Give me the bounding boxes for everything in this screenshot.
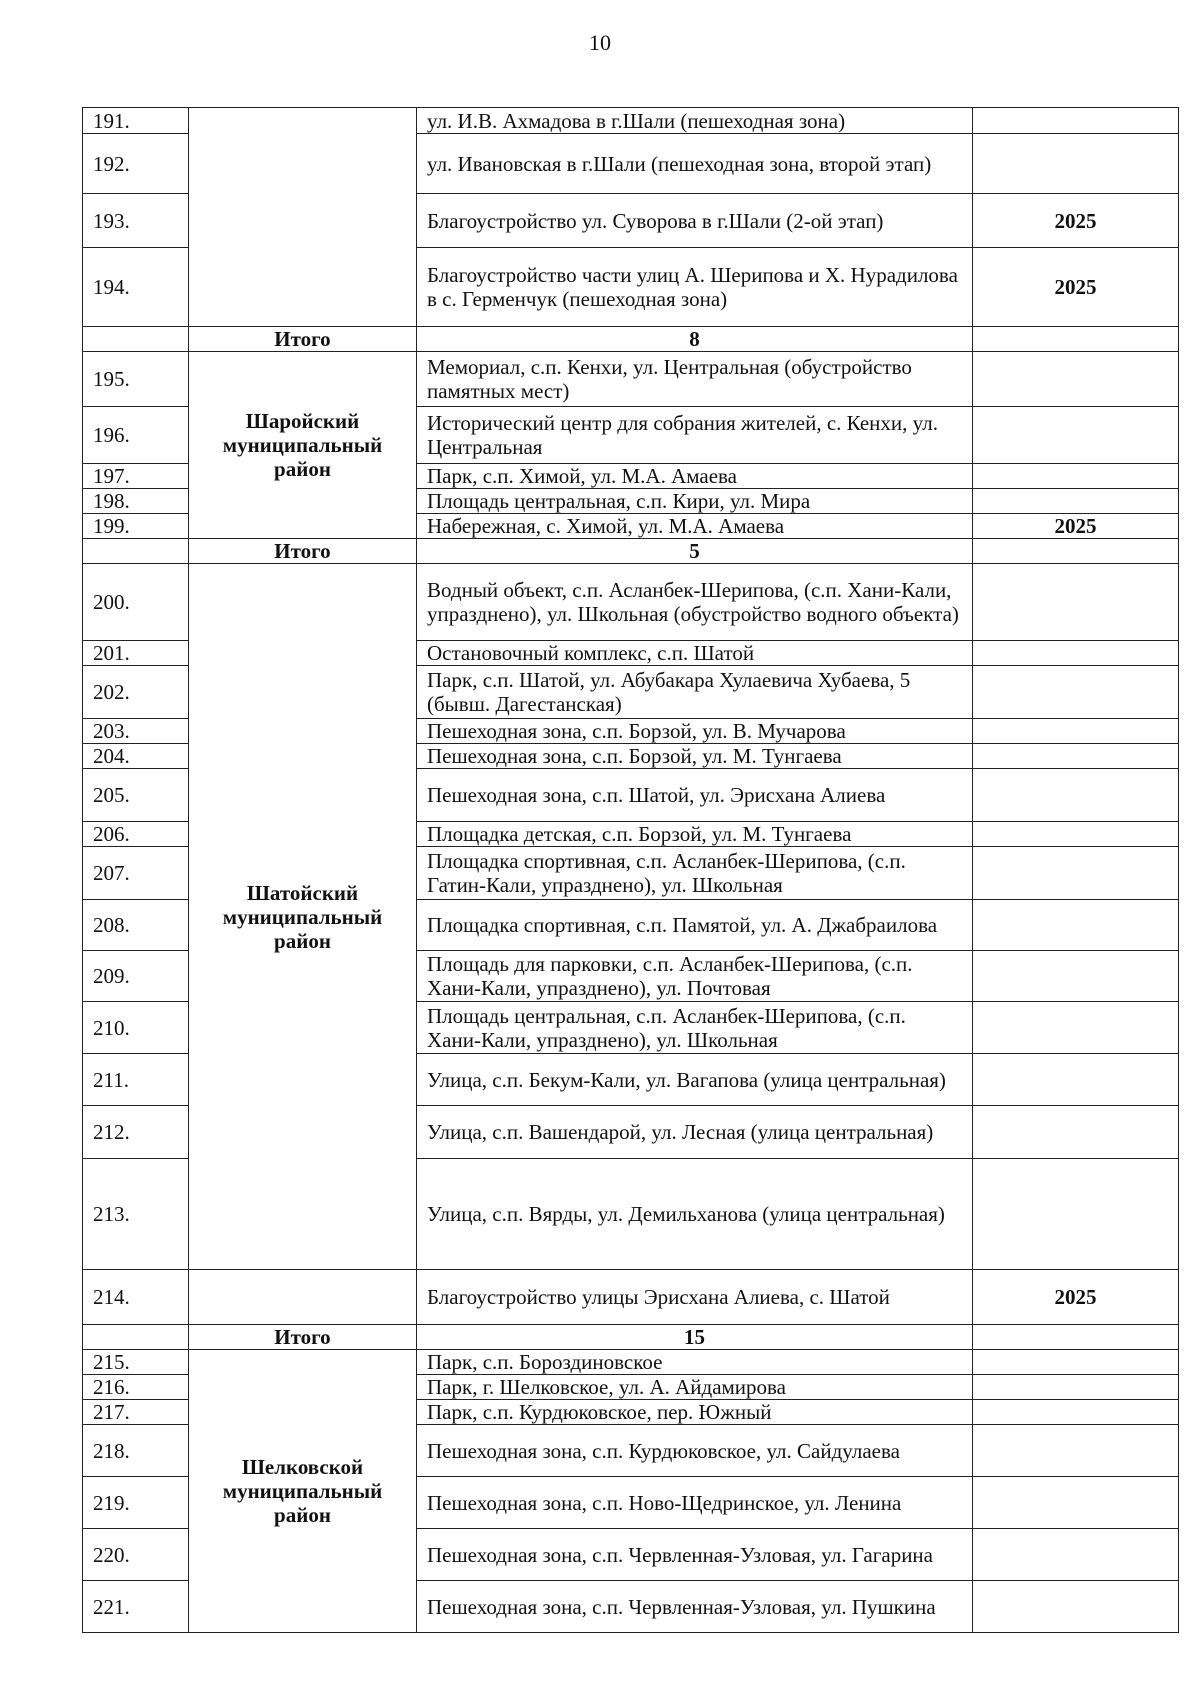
year-value — [973, 407, 1179, 464]
object-name: Благоустройство части улиц А. Шерипова и Х. Нурадилова в с. Герменчук (пешеходная зона) — [417, 248, 973, 327]
row-number: 207. — [83, 847, 189, 900]
object-name: Пешеходная зона, с.п. Курдюковское, ул. Сайдулаева — [417, 1425, 973, 1477]
object-name: Пешеходная зона, с.п. Ново-Щедринское, ул. Ленина — [417, 1477, 973, 1529]
total-row — [83, 1325, 1179, 1350]
row-number: 200. — [83, 564, 189, 641]
row-number: 198. — [83, 489, 189, 514]
object-name: Исторический центр для собрания жителей, с. Кенхи, ул. Центральная — [417, 407, 973, 464]
object-name: Пешеходная зона, с.п. Борзой, ул. М. Тунгаева — [417, 744, 973, 769]
object-name: Парк, с.п. Химой, ул. М.А. Амаева — [417, 464, 973, 489]
object-name: Площадка детская, с.п. Борзой, ул. М. Тунгаева — [417, 822, 973, 847]
district-name: Шатойский муниципальный район — [189, 564, 417, 1270]
object-name: Благоустройство улицы Эрисхана Алиева, с. Шатой — [417, 1270, 973, 1325]
object-name: Площадка спортивная, с.п. Асланбек-Шерипова, (с.п. Гатин-Кали, упразднено), ул. Школьная — [417, 847, 973, 900]
total-year-cell — [973, 1325, 1179, 1350]
total-row — [83, 327, 1179, 352]
total-label: Итого — [189, 1325, 417, 1350]
row-number: 205. — [83, 769, 189, 822]
row-number: 192. — [83, 134, 189, 194]
object-name: Парк, с.п. Бороздиновское — [417, 1350, 973, 1375]
row-number: 201. — [83, 641, 189, 666]
row-number: 202. — [83, 666, 189, 719]
total-empty-cell — [83, 1325, 189, 1350]
year-value — [973, 822, 1179, 847]
year-value — [973, 719, 1179, 744]
year-value — [973, 1477, 1179, 1529]
year-value — [973, 564, 1179, 641]
object-name: Парк, с.п. Курдюковское, пер. Южный — [417, 1400, 973, 1425]
year-value — [973, 1106, 1179, 1159]
object-name: Пешеходная зона, с.п. Червленная-Узловая, ул. Пушкина — [417, 1581, 973, 1633]
district-name: Шаройский муниципальный район — [189, 352, 417, 539]
row-number: 206. — [83, 822, 189, 847]
object-name: Мемориал, с.п. Кенхи, ул. Центральная (обустройство памятных мест) — [417, 352, 973, 407]
object-name: Парк, г. Шелковское, ул. А. Айдамирова — [417, 1375, 973, 1400]
row-number: 203. — [83, 719, 189, 744]
year-value — [973, 1375, 1179, 1400]
object-name: Улица, с.п. Бекум-Кали, ул. Вагапова (улица центральная) — [417, 1054, 973, 1106]
table-row — [83, 108, 1179, 134]
object-name: Улица, с.п. Вярды, ул. Демильханова (улица центральная) — [417, 1159, 973, 1270]
object-name: Площадь для парковки, с.п. Асланбек-Шерипова, (с.п. Хани-Кали, упразднено), ул. Почтовая — [417, 951, 973, 1002]
row-number: 213. — [83, 1159, 189, 1270]
registry-table — [82, 107, 1179, 1633]
total-row — [83, 539, 1179, 564]
row-number: 199. — [83, 514, 189, 539]
row-number: 219. — [83, 1477, 189, 1529]
object-name: Пешеходная зона, с.п. Шатой, ул. Эрисхана Алиева — [417, 769, 973, 822]
registry-table-body — [83, 108, 1179, 1633]
row-number: 196. — [83, 407, 189, 464]
year-value — [973, 1002, 1179, 1054]
year-value — [973, 134, 1179, 194]
year-value — [973, 1159, 1179, 1270]
district-name — [189, 1270, 417, 1325]
total-year-cell — [973, 539, 1179, 564]
year-value: 2025 — [973, 194, 1179, 248]
district-name — [189, 108, 417, 327]
year-value — [973, 1350, 1179, 1375]
row-number: 212. — [83, 1106, 189, 1159]
row-number: 214. — [83, 1270, 189, 1325]
year-value: 2025 — [973, 248, 1179, 327]
object-name: Остановочный комплекс, с.п. Шатой — [417, 641, 973, 666]
year-value — [973, 1529, 1179, 1581]
year-value — [973, 641, 1179, 666]
row-number: 204. — [83, 744, 189, 769]
total-empty-cell — [83, 539, 189, 564]
object-name: Площадка спортивная, с.п. Памятой, ул. А. Джабраилова — [417, 900, 973, 951]
object-name: Водный объект, с.п. Асланбек-Шерипова, (с.п. Хани-Кали, упразднено), ул. Школьная (обустройство водного объекта) — [417, 564, 973, 641]
row-number: 208. — [83, 900, 189, 951]
year-value — [973, 108, 1179, 134]
object-name: Пешеходная зона, с.п. Червленная-Узловая, ул. Гагарина — [417, 1529, 973, 1581]
total-empty-cell — [83, 327, 189, 352]
object-name: ул. Ивановская в г.Шали (пешеходная зона, второй этап) — [417, 134, 973, 194]
row-number: 210. — [83, 1002, 189, 1054]
year-value: 2025 — [973, 514, 1179, 539]
object-name: Пешеходная зона, с.п. Борзой, ул. В. Мучарова — [417, 719, 973, 744]
row-number: 209. — [83, 951, 189, 1002]
row-number: 217. — [83, 1400, 189, 1425]
row-number: 191. — [83, 108, 189, 134]
table-row — [83, 352, 1179, 407]
total-count: 8 — [417, 327, 973, 352]
year-value — [973, 1054, 1179, 1106]
row-number: 218. — [83, 1425, 189, 1477]
row-number: 197. — [83, 464, 189, 489]
total-count: 15 — [417, 1325, 973, 1350]
year-value — [973, 666, 1179, 719]
page-number: 10 — [589, 30, 611, 55]
object-name: ул. И.В. Ахмадова в г.Шали (пешеходная зона) — [417, 108, 973, 134]
year-value — [973, 900, 1179, 951]
total-label: Итого — [189, 539, 417, 564]
year-value — [973, 464, 1179, 489]
year-value — [973, 769, 1179, 822]
year-value: 2025 — [973, 1270, 1179, 1325]
district-name: Шелковской муниципальный район — [189, 1350, 417, 1633]
row-number: 194. — [83, 248, 189, 327]
object-name: Парк, с.п. Шатой, ул. Абубакара Хулаевича Хубаева, 5 (бывш. Дагестанская) — [417, 666, 973, 719]
total-count: 5 — [417, 539, 973, 564]
total-year-cell — [973, 327, 1179, 352]
year-value — [973, 951, 1179, 1002]
object-name: Улица, с.п. Вашендарой, ул. Лесная (улица центральная) — [417, 1106, 973, 1159]
row-number: 216. — [83, 1375, 189, 1400]
table-row — [83, 1350, 1179, 1375]
year-value — [973, 1425, 1179, 1477]
row-number: 220. — [83, 1529, 189, 1581]
year-value — [973, 489, 1179, 514]
year-value — [973, 1581, 1179, 1633]
year-value — [973, 847, 1179, 900]
row-number: 221. — [83, 1581, 189, 1633]
row-number: 193. — [83, 194, 189, 248]
row-number: 211. — [83, 1054, 189, 1106]
object-name: Площадь центральная, с.п. Кири, ул. Мира — [417, 489, 973, 514]
table-row — [83, 564, 1179, 641]
year-value — [973, 1400, 1179, 1425]
year-value — [973, 352, 1179, 407]
table-row — [83, 1270, 1179, 1325]
year-value — [973, 744, 1179, 769]
object-name: Площадь центральная, с.п. Асланбек-Шерипова, (с.п. Хани-Кали, упразднено), ул. Школьная — [417, 1002, 973, 1054]
object-name: Набережная, с. Химой, ул. М.А. Амаева — [417, 514, 973, 539]
object-name: Благоустройство ул. Суворова в г.Шали (2-ой этап) — [417, 194, 973, 248]
total-label: Итого — [189, 327, 417, 352]
row-number: 195. — [83, 352, 189, 407]
row-number: 215. — [83, 1350, 189, 1375]
